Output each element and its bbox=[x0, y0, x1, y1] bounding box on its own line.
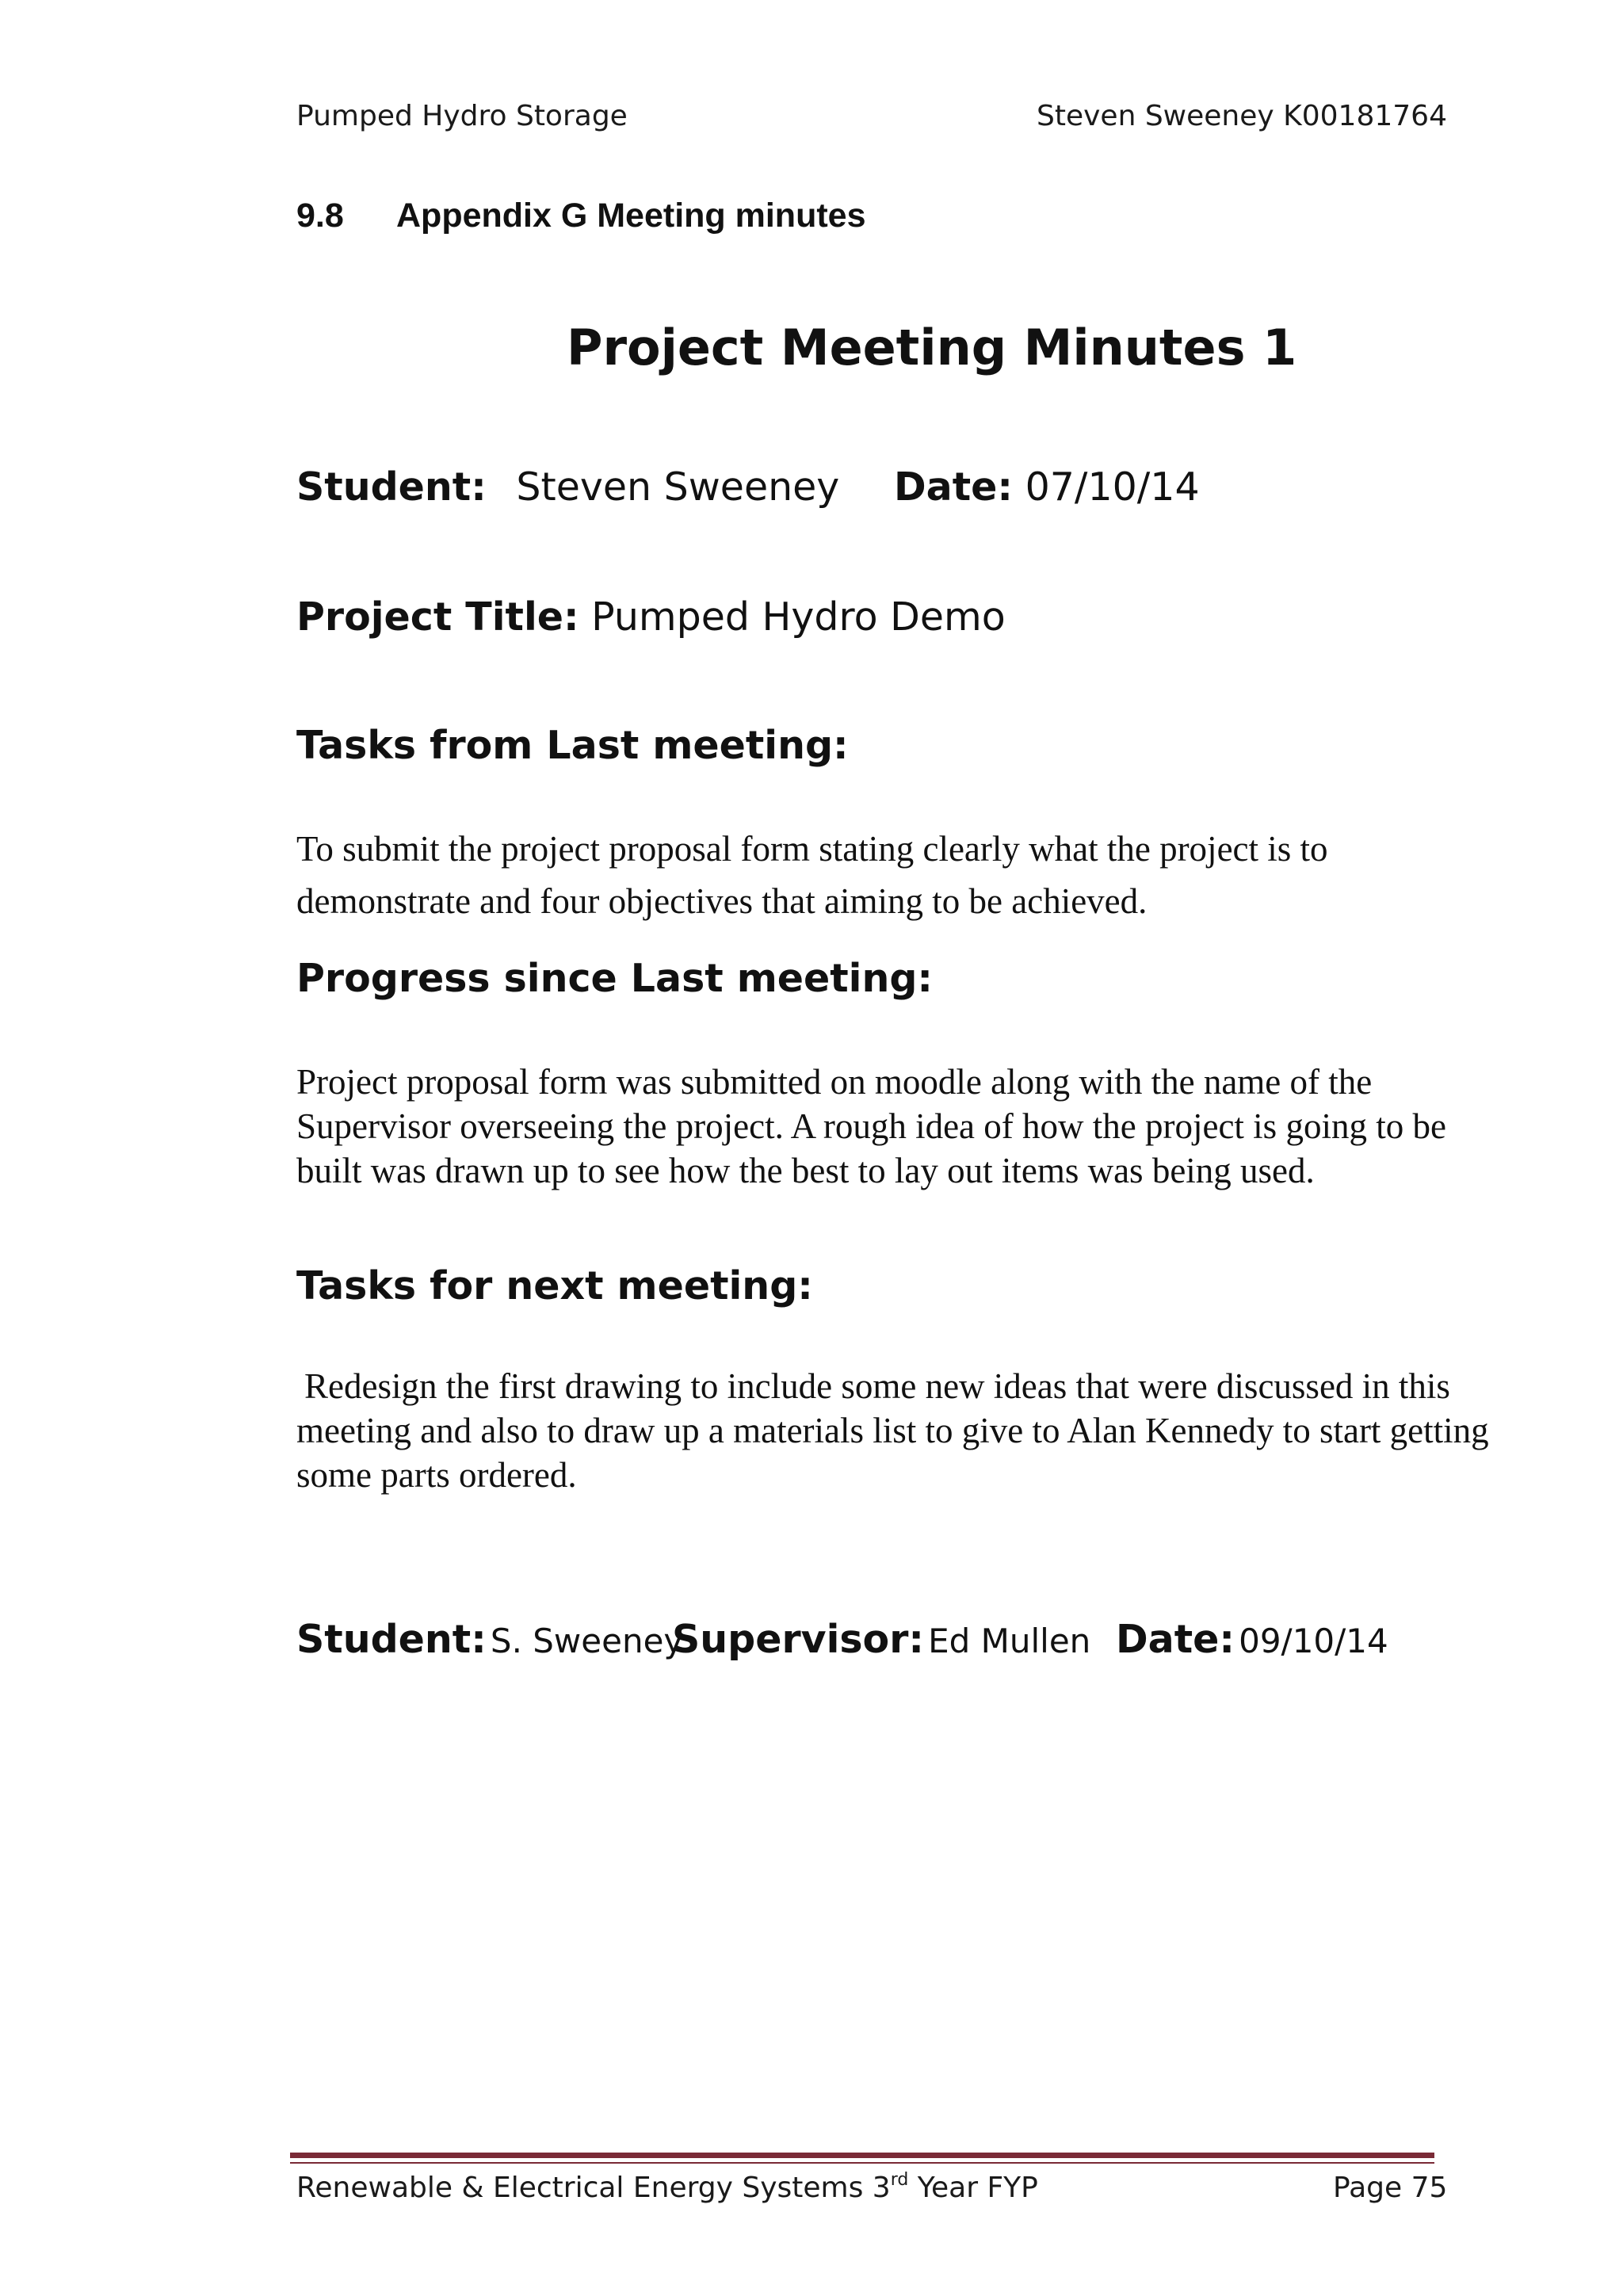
tasks-last-heading: Tasks from Last meeting: bbox=[296, 723, 849, 768]
footer-left bbox=[296, 2172, 1038, 2204]
footer-page-number: Page 75 bbox=[1333, 2172, 1448, 2204]
project-title-field bbox=[296, 594, 1006, 640]
footer-left-main: Renewable & Electrical Energy Systems 3 bbox=[296, 2172, 891, 2204]
signoff-student bbox=[296, 1617, 683, 1662]
date-field bbox=[894, 464, 1200, 510]
student-field bbox=[296, 464, 839, 510]
header-right: Steven Sweeney K00181764 bbox=[1037, 100, 1447, 132]
student-label: Student: bbox=[296, 464, 487, 510]
header-left: Pumped Hydro Storage bbox=[296, 100, 628, 132]
signoff-date-value: 09/10/14 bbox=[1239, 1622, 1388, 1660]
progress-body: Project proposal form was submitted on moodle along with the name of the Supervisor overseeing the project. A rough idea of how the project is going to be built was drawn up to see how the best to lay out items was being used. bbox=[296, 1062, 1446, 1190]
signoff-supervisor-label: Supervisor: bbox=[672, 1617, 924, 1662]
tasks-next-heading: Tasks for next meeting: bbox=[296, 1263, 813, 1308]
section-number: 9.8 bbox=[296, 197, 344, 235]
footer-rule-thin bbox=[290, 2162, 1434, 2164]
project-title-value: Pumped Hydro Demo bbox=[591, 594, 1006, 640]
signoff-date-label: Date: bbox=[1116, 1617, 1235, 1662]
student-value: Steven Sweeney bbox=[516, 464, 840, 510]
footer-rule-thick bbox=[290, 2153, 1434, 2158]
tasks-last-body: To submit the project proposal form stating clearly what the project is to demonstrate and four objectives that aiming to be achieved. bbox=[296, 829, 1328, 921]
progress-heading: Progress since Last meeting: bbox=[296, 956, 934, 1001]
signoff-date bbox=[1116, 1617, 1388, 1662]
tasks-next-body: Redesign the first drawing to include some new ideas that were discussed in this meeting and also to draw up a materials list to give to Alan Kennedy to start getting some parts ordered. bbox=[296, 1366, 1489, 1495]
document-title: Project Meeting Minutes 1 bbox=[567, 319, 1297, 376]
date-value: 07/10/14 bbox=[1025, 464, 1200, 510]
signoff-supervisor-value: Ed Mullen bbox=[928, 1622, 1091, 1660]
project-title-label: Project Title: bbox=[296, 594, 579, 640]
footer-left-tail: Year FYP bbox=[908, 2172, 1038, 2204]
date-label: Date: bbox=[894, 464, 1013, 510]
signoff-student-value: S. Sweeney bbox=[490, 1622, 684, 1660]
footer-left-superscript: rd bbox=[890, 2170, 909, 2190]
section-title: Appendix G Meeting minutes bbox=[396, 197, 866, 235]
signoff-student-label: Student: bbox=[296, 1617, 487, 1662]
signoff-supervisor bbox=[672, 1617, 1090, 1662]
